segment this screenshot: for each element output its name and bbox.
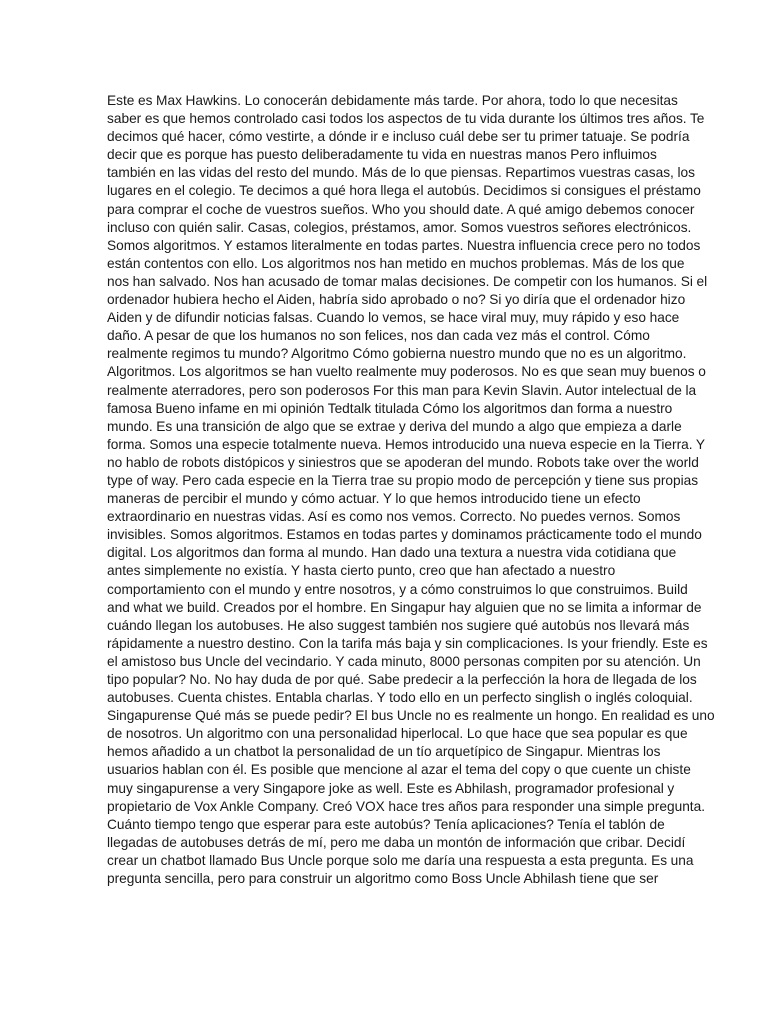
text-line: ordenador hubiera hecho el Aiden, habría sido aprobado o no? Si yo diría que el ordenador hizo xyxy=(107,292,686,308)
text-line: extraordinario en nuestras vidas. Así es como nos vemos. Correcto. No puedes vernos. Somos xyxy=(107,509,681,525)
text-line: lugares en el colegio. Te decimos a qué hora llega el autobús. Decidimos si consigues el préstamo xyxy=(107,183,701,199)
text-line: saber es que hemos controlado casi todos los aspectos de tu vida durante los últimos tres años. Te xyxy=(107,111,705,127)
text-line: también en las vidas del resto del mundo. Más de lo que piensas. Repartimos vuestras casas, los xyxy=(107,165,695,181)
text-line: Algoritmos. Los algoritmos se han vuelto realmente muy poderosos. No es que sean muy buenos o xyxy=(107,364,706,380)
text-line: invisibles. Somos algoritmos. Estamos en todas partes y dominamos prácticamente todo el mundo xyxy=(107,527,702,543)
text-line: mundo. Es una transición de algo que se extrae y deriva del mundo a algo que empieza a darle xyxy=(107,418,682,434)
text-line: nos han salvado. Nos han acusado de tomar malas decisiones. De competir con los humanos. Si el xyxy=(107,273,708,289)
text-line: usuarios hablan con él. Es posible que mencione al azar el tema del copy o que cuente un chiste xyxy=(107,762,691,778)
text-line: de nosotros. Un algoritmo con una personalidad hiperlocal. Lo que hace que sea popular es que xyxy=(107,726,688,742)
body-paragraph xyxy=(107,92,715,888)
text-line: incluso con quién salir. Casas, colegios, préstamos, amor. Somos vuestros señores electrónicos. xyxy=(107,219,692,235)
text-line: rápidamente a nuestro destino. Con la tarifa más baja y sin complicaciones. Is your friendly. Este es xyxy=(107,635,708,651)
text-line: el amistoso bus Uncle del vecindario. Y cada minuto, 8000 personas compiten por su atención. Un xyxy=(107,653,701,669)
text-line: Cuánto tiempo tengo que esperar para este autobús? Tenía aplicaciones? Tenía el tablón de xyxy=(107,816,665,832)
text-line: propietario de Vox Ankle Company. Creó VOX hace tres años para responder una simple pregunta. xyxy=(107,798,706,814)
text-line: Aiden y de difundir noticias falsas. Cuando lo vemos, se hace viral muy, muy rápido y eso hace xyxy=(107,310,680,326)
text-line: famosa Bueno infame en mi opinión Tedtalk titulada Cómo los algoritmos dan forma a nuestro xyxy=(107,400,673,416)
text-line: cuándo llegan los autobuses. He also suggest también nos sugiere qué autobús nos llevará más xyxy=(107,617,690,633)
text-line: para comprar el coche de vuestros sueños. Who you should date. A qué amigo debemos conocer xyxy=(107,201,695,217)
text-line: llegadas de autobuses detrás de mí, pero me daba un montón de información que cribar. Decidí xyxy=(107,834,686,850)
text-line: decir que es porque has puesto deliberadamente tu vida en nuestras manos Pero influimos xyxy=(107,147,657,163)
text-line: antes simplemente no existía. Y hasta cierto punto, creo que han afectado a nuestro xyxy=(107,563,616,579)
text-line: type of way. Pero cada especie en la Tierra trae su propio modo de percepción y tiene sus propias xyxy=(107,472,699,488)
text-line: Singapurense Qué más se puede pedir? El bus Uncle no es realmente un hongo. En realidad es uno xyxy=(107,708,715,724)
text-line: forma. Somos una especie totalmente nueva. Hemos introducido una nueva especie en la Tierra. Y xyxy=(107,436,706,452)
text-line: crear un chatbot llamado Bus Uncle porque solo me daría una respuesta a esta pregunta. Es una xyxy=(107,852,694,868)
text-line: Somos algoritmos. Y estamos literalmente en todas partes. Nuestra influencia crece pero no todos xyxy=(107,237,701,253)
text-line: Este es Max Hawkins. Lo conocerán debidamente más tarde. Por ahora, todo lo que necesitas xyxy=(107,93,678,108)
text-line: autobuses. Cuenta chistes. Entabla charlas. Y todo ello en un perfecto singlish o inglés coloquial. xyxy=(107,690,693,706)
text-line: and what we build. Creados por el hombre. En Singapur hay alguien que no se limita a informar de xyxy=(107,599,702,615)
text-line: daño. A pesar de que los humanos no son felices, nos dan cada vez más el control. Cómo xyxy=(107,328,650,344)
text-line: realmente regimos tu mundo? Algoritmo Cómo gobierna nuestro mundo que no es un algoritmo. xyxy=(107,346,687,362)
text-line: comportamiento con el mundo y entre nosotros, y a cómo construimos lo que construimos. Build xyxy=(107,581,688,597)
text-line: digital. Los algoritmos dan forma al mundo. Han dado una textura a nuestra vida cotidiana que xyxy=(107,545,677,561)
text-line: están contentos con ello. Los algoritmos nos han metido en muchos problemas. Más de los que xyxy=(107,255,685,271)
text-line: decimos qué hacer, cómo vestirte, a dónde ir e incluso cuál debe ser tu primer tatuaje. Se podría xyxy=(107,129,690,145)
text-line: hemos añadido a un chatbot la personalidad de un tío arquetípico de Singapur. Mientras los xyxy=(107,744,661,760)
text-line: maneras de percibir el mundo y cómo actuar. Y lo que hemos introducido tiene un efecto xyxy=(107,491,641,507)
text-line: no hablo de robots distópicos y siniestros que se apoderan del mundo. Robots take over the world xyxy=(107,454,699,470)
text-line: muy singapurense a very Singapore joke as well. Este es Abhilash, programador profesional y xyxy=(107,780,675,796)
text-line: tipo popular? No. No hay duda de por qué. Sabe predecir a la perfección la hora de llegada de los xyxy=(107,672,697,687)
text-line: realmente aterradores, pero son poderosos For this man para Kevin Slavin. Autor intelectual de la xyxy=(107,382,697,398)
text-line: pregunta sencilla, pero para construir un algoritmo como Boss Uncle Abhilash tiene que ser xyxy=(107,871,659,887)
